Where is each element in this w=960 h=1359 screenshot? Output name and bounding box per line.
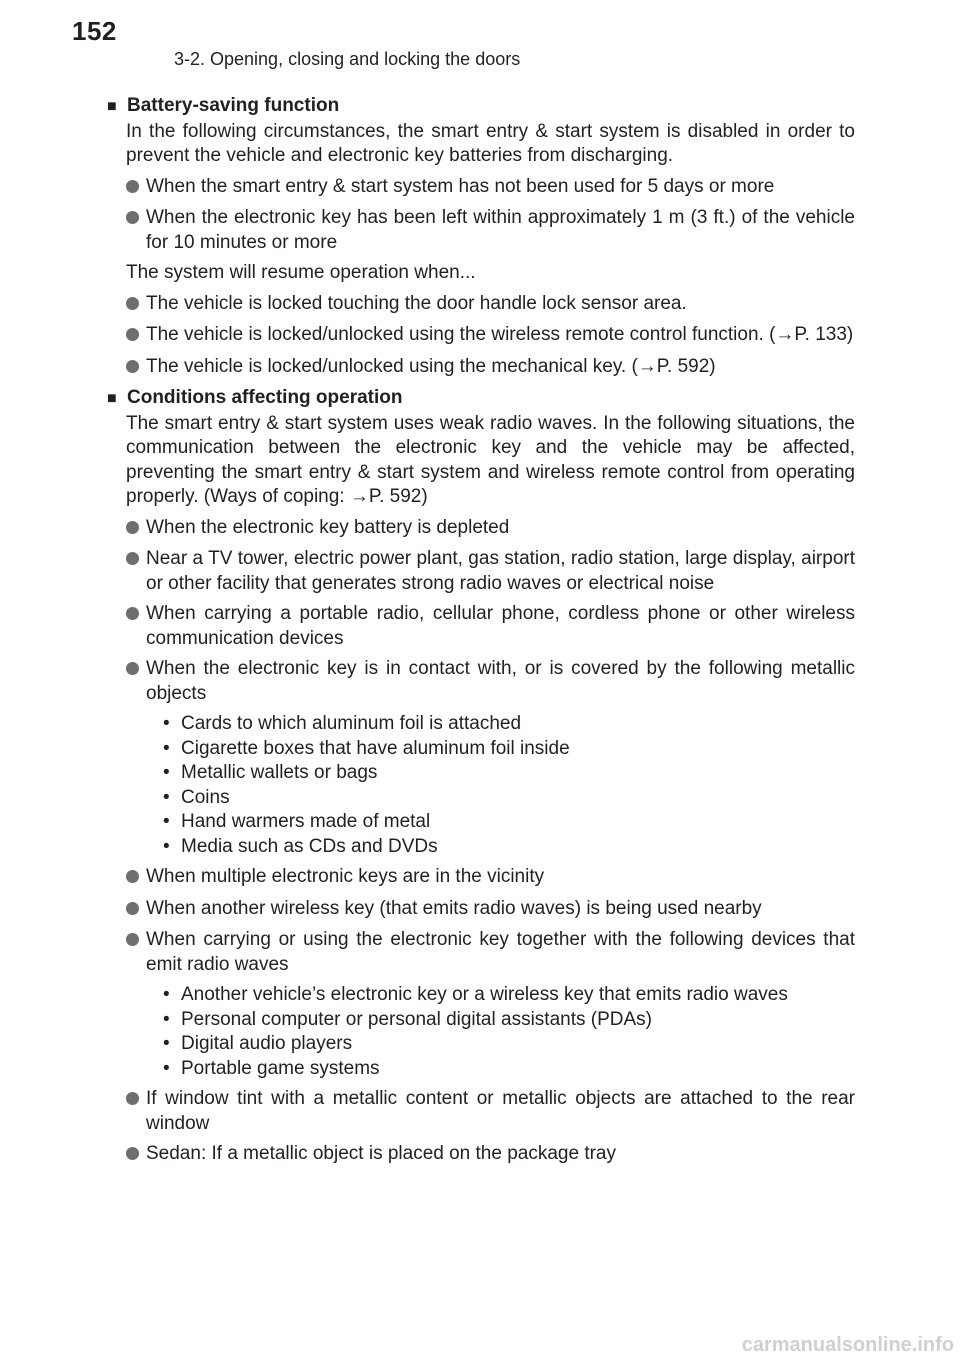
- list-item: • Personal computer or personal digital assistants (PDAs): [163, 1008, 652, 1030]
- circle-bullet-icon: [126, 1147, 139, 1160]
- list-item: When another wireless key (that emits radio waves) is being used nearby: [107, 897, 855, 923]
- list-item: The vehicle is locked touching the door handle lock sensor area.: [107, 292, 855, 318]
- conditions-intro: The smart entry & start system uses weak radio waves. In the following situations, the communication between the electronic key and the vehicle may be affected, preventing the smart entry & start system and wireless remote control from operating properly. (Ways of coping: →P. 592): [126, 412, 855, 507]
- battery-intro: In the following circumstances, the smart entry & start system is disabled in order to prevent the vehicle and electronic key batteries from discharging.: [126, 120, 855, 166]
- list-item: If window tint with a metallic content or metallic objects are attached to the rear window: [107, 1087, 855, 1136]
- circle-bullet-icon: [126, 1092, 139, 1105]
- circle-bullet-icon: [126, 870, 139, 883]
- page-content: [107, 94, 855, 1168]
- list-item: • Coins: [163, 786, 230, 808]
- list-item: When multiple electronic keys are in the vicinity: [107, 865, 855, 891]
- circle-bullet-icon: [126, 297, 139, 310]
- conditions-heading: [107, 386, 855, 412]
- page-header: [0, 0, 960, 86]
- metallic-objects-list: [145, 712, 855, 859]
- list-item: The vehicle is locked/unlocked using the wireless remote control function. (→P. 133): [107, 323, 855, 349]
- list-item: • Cigarette boxes that have aluminum foil inside: [163, 737, 570, 759]
- circle-bullet-icon: [126, 521, 139, 534]
- list-item: When the electronic key is in contact with, or is covered by the following metallic objects: [107, 657, 855, 706]
- conditions-heading-text: Conditions affecting operation: [127, 387, 403, 408]
- list-item: When carrying a portable radio, cellular phone, cordless phone or other wireless communication devices: [107, 602, 855, 651]
- battery-heading-text: Battery-saving function: [127, 95, 340, 116]
- list-item: • Cards to which aluminum foil is attached: [163, 713, 522, 734]
- list-item: • Media such as CDs and DVDs: [163, 835, 438, 857]
- section-title: 3-2. Opening, closing and locking the doors: [174, 49, 521, 69]
- resume-text: The system will resume operation when...: [126, 262, 476, 283]
- list-item: When the electronic key battery is depleted: [107, 516, 855, 542]
- list-item: Near a TV tower, electric power plant, gas station, radio station, large display, airport or other facility that generates strong radio waves or electrical noise: [107, 547, 855, 596]
- list-item: • Hand warmers made of metal: [163, 811, 431, 832]
- circle-bullet-icon: [126, 211, 139, 224]
- radio-devices-list: [145, 983, 855, 1081]
- circle-bullet-icon: [126, 180, 139, 193]
- list-item: • Digital audio players: [163, 1033, 353, 1054]
- list-item: When the electronic key has been left within approximately 1 m (3 ft.) of the vehicle for 10 minutes or more: [107, 206, 855, 255]
- circle-bullet-icon: [126, 360, 139, 373]
- list-item: • Portable game systems: [163, 1057, 380, 1079]
- list-item: • Another vehicle’s electronic key or a wireless key that emits radio waves: [163, 984, 788, 1005]
- circle-bullet-icon: [126, 607, 139, 620]
- list-item: • Metallic wallets or bags: [163, 762, 378, 783]
- page-number: 152: [72, 16, 117, 46]
- square-bullet-icon: ■: [107, 98, 117, 115]
- list-item: When the smart entry & start system has not been used for 5 days or more: [107, 175, 855, 201]
- list-item: When carrying or using the electronic key together with the following devices that emit radio waves: [107, 928, 855, 977]
- battery-heading: [107, 94, 855, 120]
- watermark: carmanualsonline.info: [741, 1334, 954, 1356]
- square-bullet-icon: ■: [107, 390, 117, 407]
- circle-bullet-icon: [126, 933, 139, 946]
- circle-bullet-icon: [126, 328, 139, 341]
- list-item: Sedan: If a metallic object is placed on the package tray: [107, 1142, 855, 1168]
- circle-bullet-icon: [126, 552, 139, 565]
- circle-bullet-icon: [126, 902, 139, 915]
- circle-bullet-icon: [126, 662, 139, 675]
- list-item: The vehicle is locked/unlocked using the mechanical key. (→P. 592): [107, 355, 855, 381]
